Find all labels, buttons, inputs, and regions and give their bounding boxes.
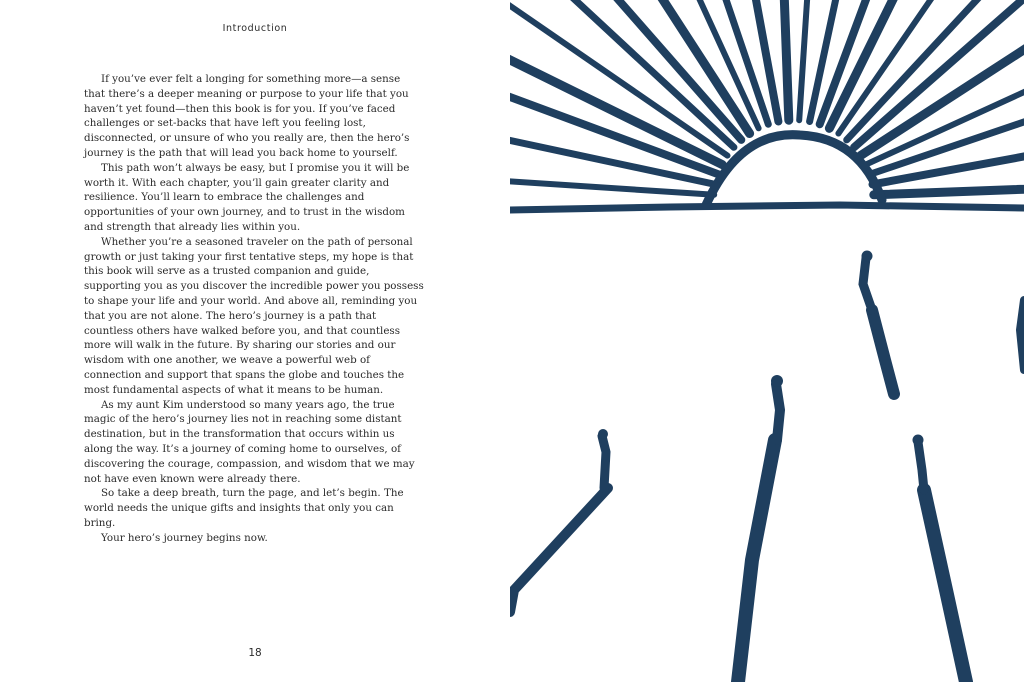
- page-number: 18: [248, 647, 262, 659]
- paragraph-4: As my aunt Kim understood so many years ago, the true magic of the hero’s journey lies not in reaching some distant destination, but in the transformation that occurs within us along the way. It’s a journey of coming home to ourselves, of discovering the courage, compassion, and wisdom that we may not have even known were already there.: [84, 398, 415, 485]
- paragraph-3: Whether you’re a seasoned traveler on the path of personal growth or just taking your first tentative steps, my hope is that this book will serve as a trusted companion and guide, supporting you as you discover the incredible power you possess to shape your life and your world. And above all, reminding you that you are not alone. The hero’s journey is a path that countless others have walked before you, and that countless more will walk in the future. By sharing our stories and our wisdom with one another, we weave a powerful web of connection and support that spans the globe and touches the most fundamental aspects of what it means to be human.: [84, 235, 424, 396]
- sun-rays: [510, 0, 1024, 195]
- sunrise-illustration: [510, 0, 1024, 682]
- running-head: Introduction: [222, 23, 288, 34]
- walking-figure-right: [913, 435, 967, 682]
- left-page: [0, 0, 510, 682]
- body-text: [84, 72, 424, 546]
- walking-figure-edge: [1020, 300, 1024, 370]
- right-page: [510, 0, 1024, 682]
- paragraph-5: So take a deep breath, turn the page, and let’s begin. The world needs the unique gifts and insights that only you can bring.: [84, 487, 404, 529]
- walking-figure-top: [862, 251, 895, 395]
- walking-figure-center: [738, 375, 783, 682]
- horizon-line: [510, 205, 1024, 210]
- walking-figures: [510, 251, 1024, 682]
- paragraph-6: Your hero’s journey begins now.: [101, 531, 268, 544]
- walking-figure-left: [510, 429, 608, 612]
- paragraph-1: If you’ve ever felt a longing for something more—a sense that there’s a deeper meaning or purpose to your life that you haven’t yet found—then this book is for you. If you’ve faced challenges or set-backs that have left you feeling lost, disconnected, or unsure of who you really are, then the hero’s journey is the path that will lead you back home to yourself.: [84, 73, 410, 159]
- paragraph-2: This path won’t always be easy, but I promise you it will be worth it. With each chapter, you’ll gain greater clarity and resilience. You’ll learn to embrace the challenges and opportunities of your own journey, and to trust in the wisdom and strength that already lies within you.: [84, 161, 410, 233]
